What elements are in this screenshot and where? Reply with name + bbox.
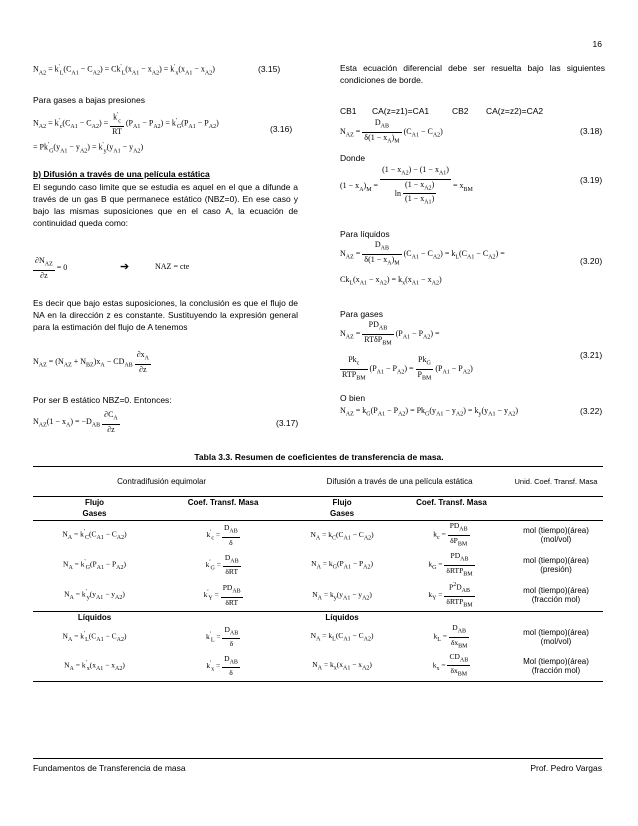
header-coef-2: Coef. Transf. Masa [416, 497, 487, 507]
equation-number: (3.16) [270, 124, 293, 134]
continuity-result: NAZ = cte [155, 262, 190, 271]
table-row: $N_A = k'_y(y_{A1} - y_{A2})$ $k'_Y$ = $\frac{PD_{AB}}{\text{δRT}}$ $N_A = k_y(y_{A1} - y_{A2})$ $k_Y$ = $\frac{P^2D_{AB}}{\delta RTP_{BM}}$ mol (tiempo)(área)(fracción mol) [33, 580, 603, 611]
page-number: 16 [592, 39, 602, 49]
equation-number: (3.17) [276, 418, 299, 428]
table-row: $N_A = k'_G(P_{A1} - P_{A2})$ $k'_G$ = $\frac{D_{AB}}{\text{δRT}}$ $N_A = k_G(P_{A1} - P_{A2})$ $k_G$ = $\frac{PD_{AB}}{\delta RTP_{BM}}$ mol (tiempo)(área)(presión) [33, 550, 603, 580]
equation-3-20-line2: $Ck_L(x_{A1} - x_{A2}) = k_x(x_{A1} - x_{A2})$ [340, 275, 442, 287]
equation-number: (3.21) [580, 350, 603, 360]
equation-number: (3.15) [258, 64, 281, 74]
equation-number: (3.22) [580, 406, 603, 416]
header-static-film: Difusión a través de una película estática [326, 477, 473, 487]
unit-cell: mol (tiempo)(área)(mol/vol) [523, 628, 589, 646]
table-row: $N_A = k'_x(x_{A1} - x_{A2})$ $k'_x$ = $\frac{D_{AB}}{\delta}$ $N_A = k_x(x_{A1} - x_{A2})$ $k_x$ = $\frac{CD_{AB}}{\delta x_{BM}}$ Mol (tiempo)(área)(fracción mol) [33, 651, 603, 681]
cb2-value: CA(z=z2)=CA2 [486, 106, 544, 116]
header-flujo: Flujo [84, 497, 105, 507]
footer-right: Prof. Pedro Vargas [530, 763, 602, 773]
cb1-label: CB1 [340, 106, 357, 116]
unit-cell: mol (tiempo)(área)(presión) [523, 556, 589, 574]
unit-cell: Mol (tiempo)(área)(fracción mol) [523, 656, 589, 675]
coefficients-table [33, 468, 603, 682]
equation-number: (3.18) [580, 126, 603, 136]
equation-3-15: $N_{A2} = k'_L(C_{A1} - C_{A2}) = Ck'_L(x_{A1} - x_{A2}) = k'_x(x_{A1} - x_{A2})$ [33, 64, 215, 77]
gases-heading: Para gases a bajas presiones [33, 95, 145, 105]
equation-3-16: $N_{A2} = k'_c(C_{A1} - C_{A2})$ = $\frac{k'_c}{RT}$ $(P_{A1} - P_{A2}) = k'_G(P_{A1} - P_{A2})$ [33, 112, 219, 137]
equation-number: (3.19) [580, 175, 603, 185]
footer-rule [33, 758, 603, 759]
gases-label: Para gases [340, 309, 383, 319]
equation-3-20: $N_{AZ}$ = $\frac{D_{AB}}{\delta(1 - x_A)_M}$ $(C_{A1} - C_{A2}) = k_L(C_{A1} - C_{A2})$ = [340, 240, 505, 267]
equation-3-21: $N_{AZ}$ = $\frac{PD_{AB}}{RT\delta P_{BM}}$ $(P_{A1} - P_{A2})$ = [340, 320, 440, 347]
obien-label: O bien [340, 393, 366, 403]
table-row: $N_A = k'_C(C_{A1} - C_{A2})$ $k'_c$ = $\frac{D_{AB}}{\delta}$ $N_A = k_C(C_{A1} - C_{A2})$ $k_c$ = $\frac{PD_{AB}}{\delta P_{BM}}$ mol (tiempo)(área)(mol/vol) [33, 520, 603, 550]
header-liquidos-2: Líquidos [325, 612, 359, 622]
right-intro: Esta ecuación diferencial debe ser resuelta bajo las siguientes condiciones de borde. [340, 63, 605, 85]
general-flux-equation: $N_{AZ} = (N_{AZ} + N_{BZ})x_A - CD_{AB}$ $\frac{\partial x_A}{\partial z}$ [33, 350, 149, 374]
table-caption: Tabla 3.3. Resumen de coeficientes de transferencia de masa. [194, 452, 444, 462]
equation-number: (3.20) [580, 256, 603, 266]
equation-3-17: $N_{AZ}(1 - x_A) = -D_{AB}$ $\frac{\partial C_A}{\partial z}$ [33, 410, 118, 434]
table-row: $N_A = k'_L(C_{A1} - C_{A2})$ $k'_L$ = $\frac{D_{AB}}{\delta}$ $N_A = k_L(C_{A1} - C_{A2})$ $k_L$ = $\frac{D_{AB}}{\delta x_{BM}}$ mol (tiempo)(área)(mol/vol) [33, 623, 603, 651]
liquidos-label: Para líquidos [340, 229, 390, 239]
paragraph-3: Por ser B estático NBZ=0. Entonces: [33, 395, 172, 405]
unit-cell: mol (tiempo)(área)(mol/vol) [523, 526, 589, 545]
arrow-right-icon: ➔ [120, 261, 130, 273]
header-units: Unid. Coef. Transf. Masa [514, 477, 598, 487]
paragraph-2: Es decir que bajo estas suposiciones, la conclusión es que el flujo de NA en la dirección z es constante. Sustituyendo la expresión general para la estimación del flujo de A tenemos [33, 298, 298, 332]
header-gases-2: Gases [330, 509, 355, 519]
continuity-equation: $\frac{\partial N_{AZ}}{\partial z}$ = 0 [35, 256, 68, 280]
equation-3-21-line2: $\frac{Pk_c}{RTP_{BM}}$ $(P_{A1} - P_{A2})$ = $\frac{Pk_G}{P_{BM}}$ $(P_{A1} - P_{A2})$ [342, 355, 473, 382]
unit-cell: mol (tiempo)(área)(fracción mol) [523, 586, 589, 605]
equation-3-22: $N_{AZ} = k_G(P_{A1} - P_{A2}) = Pk_G(y_{A1} - y_{A2}) = k_y(y_{A1} - y_{A2})$ [340, 406, 518, 418]
equation-3-18: $N_{AZ}$ = $\frac{D_{AB}}{\delta(1 - x_A)_M}$ $(C_{A1} - C_{A2})$ [340, 118, 443, 145]
donde-label: Donde [340, 153, 366, 163]
cb1-value: CA(z=z1)=CA1 [372, 106, 430, 116]
section-b-title: b) Difusión a través de una película estática [33, 169, 210, 179]
cb2-label: CB2 [452, 106, 469, 116]
equation-3-16-line2: = $Pk'_G(y_{A1} - y_{A2}) = k'_y(y_{A1} - y_{A2})$ [33, 142, 144, 155]
header-liquidos: Líquidos [77, 612, 112, 622]
header-equimolar: Contradifusión equimolar [117, 477, 207, 487]
header-gases: Gases [82, 509, 107, 519]
section-b-paragraph: El segundo caso limite que se estudia es aquel en el que a difunde a través de un gas B que permanece estático (NBZ=0). En ese caso y bajo las mismas suposiciones que en el caso A, la ecuación de continuidad queda como: [33, 182, 298, 228]
equation-3-19: $(1 - x_A)_M$ = $(1 - x_{A2}) - (1 - x_{A1})$ ln $\frac{(1 - x_{A2})}{(1 - x_{A1})}$ = $x_{BM}$ [340, 165, 473, 206]
footer-left: Fundamentos de Transferencia de masa [33, 763, 186, 773]
header-coef: Coef. Transf. Masa [187, 497, 259, 507]
header-flujo-2: Flujo [332, 497, 352, 507]
